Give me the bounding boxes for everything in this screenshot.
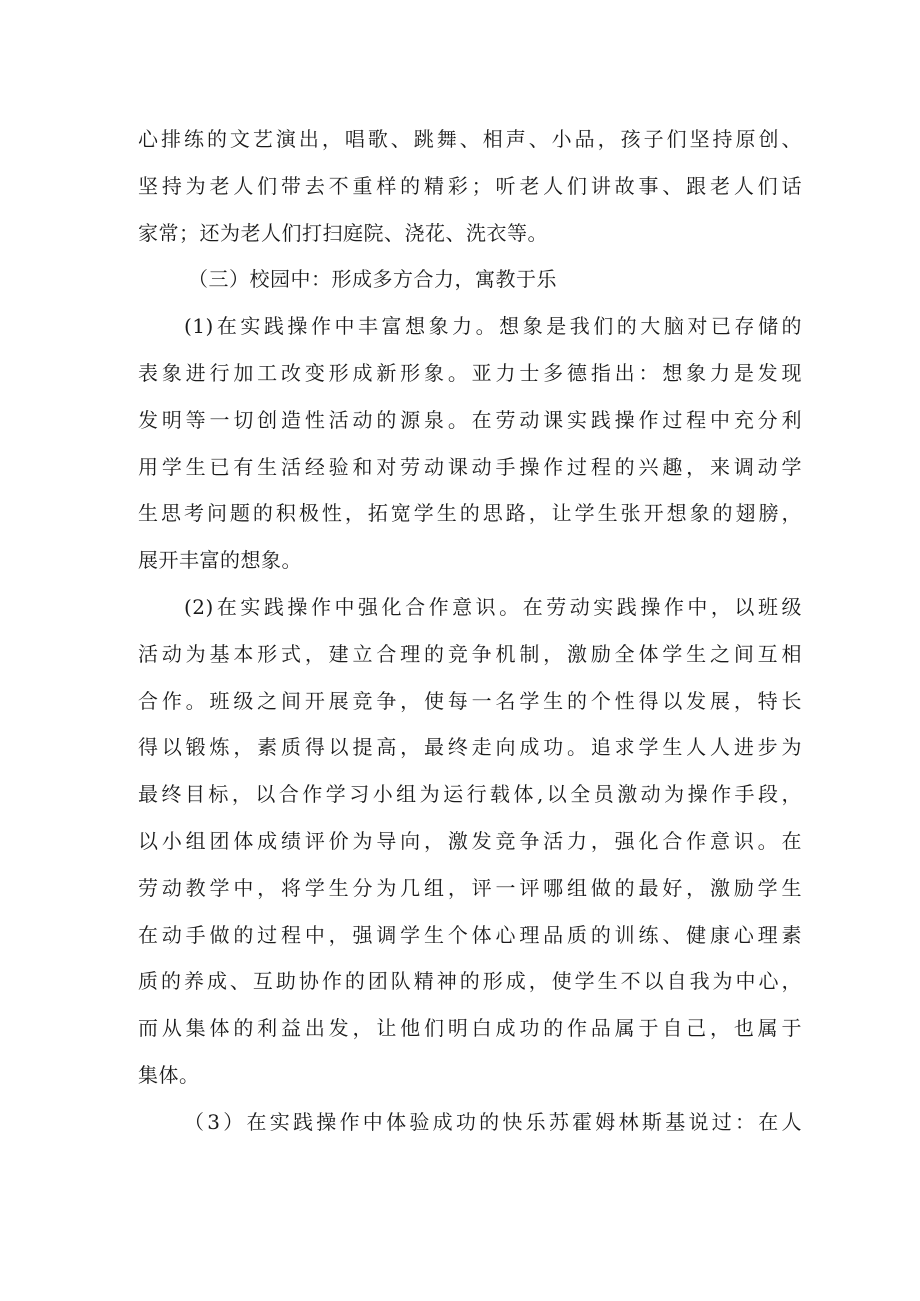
body-text <box>138 116 802 1146</box>
text-line: 坚持为老人们带去不重样的精彩；听老人们讲故事、跟老人们话 <box>138 173 802 198</box>
text-line: 得以锻炼，素质得以提高，最终走向成功。追求学生人人进步为 <box>138 735 802 760</box>
text-line: 合作。班级之间开展竞争，使每一名学生的个性得以发展，特长 <box>138 688 802 713</box>
text-line: 最终目标，以合作学习小组为运行载体,以全员激动为操作手段， <box>138 782 802 807</box>
text-line: 发明等一切创造性活动的源泉。在劳动课实践操作过程中充分利 <box>138 407 802 432</box>
text-line: 心排练的文艺演出，唱歌、跳舞、相声、小品，孩子们坚持原创、 <box>138 127 802 151</box>
text-line: （三）校园中：形成多方合力，寓教于乐 <box>188 267 557 292</box>
text-line: 劳动教学中，将学生分为几组，评一评哪组做的最好，激励学生 <box>138 875 802 900</box>
text-line: (1)在实践操作中丰富想象力。想象是我们的大脑对已存储的 <box>184 314 802 339</box>
text-line: 活动为基本形式，建立合理的竞争机制，激励全体学生之间互相 <box>138 641 802 666</box>
text-line: 生思考问题的积极性，拓宽学生的思路，让学生张开想象的翅膀， <box>138 501 802 526</box>
text-line: (2)在实践操作中强化合作意识。在劳动实践操作中，以班级 <box>184 594 802 619</box>
text-line: （3）在实践操作中体验成功的快乐苏霍姆林斯基说过：在人 <box>184 1109 802 1134</box>
text-line: 展开丰富的想象。 <box>138 548 302 573</box>
text-line: 以小组团体成绩评价为导向，激发竞争活力，强化合作意识。在 <box>138 828 802 853</box>
text-line: 而从集体的利益出发，让他们明白成功的作品属于自己，也属于 <box>138 1016 802 1041</box>
text-line: 用学生已有生活经验和对劳动课动手操作过程的兴趣，来调动学 <box>138 454 802 479</box>
text-line: 家常；还为老人们打扫庭院、浇花、洗衣等。 <box>138 220 548 245</box>
text-line: 集体。 <box>138 1062 200 1087</box>
text-line: 质的养成、互助协作的团队精神的形成，使学生不以自我为中心， <box>138 969 802 994</box>
text-line: 表象进行加工改变形成新形象。亚力士多德指出：想象力是发现 <box>138 360 802 385</box>
text-line: 在动手做的过程中，强调学生个体心理品质的训练、健康心理素 <box>138 922 802 947</box>
